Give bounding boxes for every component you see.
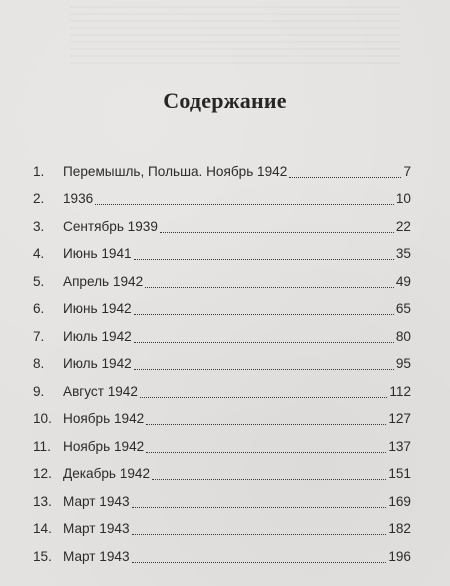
dot-leader xyxy=(132,561,387,563)
table-of-contents xyxy=(33,158,411,571)
dot-leader xyxy=(140,396,387,398)
entry-number: 4. xyxy=(33,246,45,262)
toc-entry xyxy=(33,241,411,269)
dot-leader xyxy=(289,176,401,178)
entry-number: 2. xyxy=(33,191,45,207)
entry-number: 9. xyxy=(33,383,45,399)
entry-number: 3. xyxy=(33,218,45,234)
toc-entry xyxy=(33,213,411,241)
entry-number: 10. xyxy=(33,411,52,427)
entry-number: 8. xyxy=(33,356,45,372)
entry-title: Март 1943 xyxy=(63,493,130,509)
entry-title: Август 1942 xyxy=(63,383,138,399)
dot-leader xyxy=(95,203,394,205)
toc-entry xyxy=(33,461,411,489)
entry-number: 6. xyxy=(33,301,45,317)
entry-page-number: 127 xyxy=(388,411,411,427)
page-title: Содержание xyxy=(163,88,287,113)
entry-page-number: 65 xyxy=(395,301,411,317)
dot-leader xyxy=(160,231,394,233)
entry-page-number: 10 xyxy=(395,191,411,207)
entry-number: 7. xyxy=(33,328,45,344)
entry-page-number: 49 xyxy=(395,273,411,289)
entry-page-number: 151 xyxy=(388,466,411,482)
entry-page-number: 137 xyxy=(388,438,411,454)
toc-entry xyxy=(33,351,411,379)
dot-leader xyxy=(134,368,394,370)
dot-leader xyxy=(134,258,394,260)
entry-title: Сентябрь 1939 xyxy=(63,218,158,234)
entry-number: 11. xyxy=(33,438,51,454)
toc-entry xyxy=(33,433,411,461)
toc-entry xyxy=(33,516,411,544)
entry-title: Июль 1942 xyxy=(63,356,132,372)
toc-entry xyxy=(33,378,411,406)
entry-title: Март 1943 xyxy=(63,548,130,564)
dot-leader xyxy=(145,286,394,288)
entry-title: Ноябрь 1942 xyxy=(63,411,145,427)
entry-page-number: 80 xyxy=(395,328,411,344)
dot-leader xyxy=(146,451,386,453)
dot-leader xyxy=(152,478,386,480)
dot-leader xyxy=(132,506,387,508)
entry-title: Март 1943 xyxy=(63,521,130,537)
entry-page-number: 182 xyxy=(388,521,411,537)
entry-page-number: 196 xyxy=(388,548,411,564)
toc-entry xyxy=(33,268,411,296)
entry-page-number: 169 xyxy=(388,493,411,509)
entry-title: Декабрь 1942 xyxy=(63,466,151,482)
entry-title: Ноябрь 1942 xyxy=(63,438,145,454)
entry-title: Июнь 1941 xyxy=(63,246,132,262)
dot-leader xyxy=(134,313,394,315)
entry-title: Перемышль, Польша. Ноябрь 1942 xyxy=(63,163,288,179)
entry-title: Июль 1942 xyxy=(63,328,132,344)
entry-number: 13. xyxy=(33,493,52,509)
toc-entry xyxy=(33,488,411,516)
toc-entry xyxy=(33,158,411,186)
entry-number: 14. xyxy=(33,521,52,537)
entry-page-number: 95 xyxy=(395,356,411,372)
entry-page-number: 7 xyxy=(403,163,411,179)
entry-number: 5. xyxy=(33,273,45,289)
dot-leader xyxy=(132,533,387,535)
entry-page-number: 112 xyxy=(389,383,411,399)
toc-entry xyxy=(33,186,411,214)
entry-title: Июнь 1942 xyxy=(63,301,132,317)
toc-entry xyxy=(33,543,411,571)
entry-title: 1936 xyxy=(63,191,94,207)
entry-title: Апрель 1942 xyxy=(63,273,144,289)
entry-number: 1. xyxy=(33,163,45,179)
toc-entry xyxy=(33,296,411,324)
toc-entry xyxy=(33,406,411,434)
dot-leader xyxy=(134,341,394,343)
toc-entry xyxy=(33,323,411,351)
entry-number: 12. xyxy=(33,466,52,482)
entry-page-number: 22 xyxy=(395,218,411,234)
show-through-text xyxy=(70,6,400,66)
dot-leader xyxy=(146,423,386,425)
entry-page-number: 35 xyxy=(395,246,411,262)
entry-number: 15. xyxy=(33,548,52,564)
